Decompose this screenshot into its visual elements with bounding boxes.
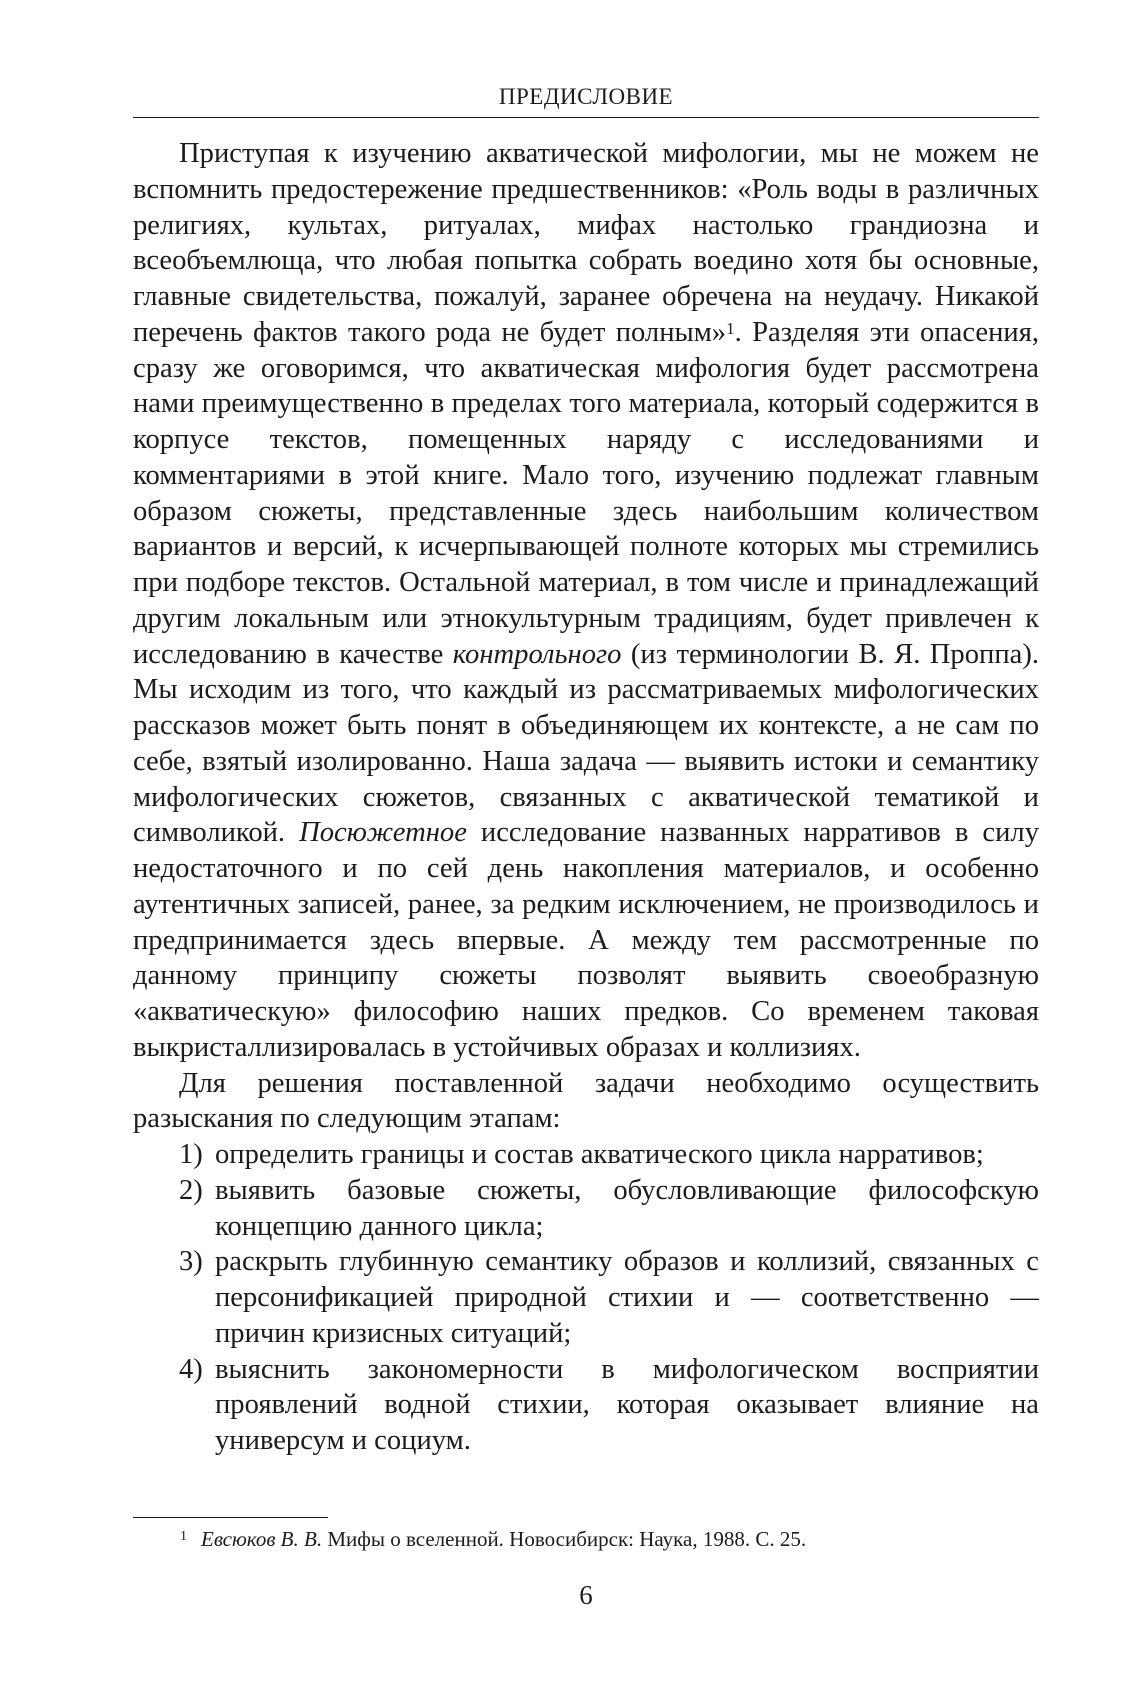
list-item-number: 4) [179,1353,203,1385]
list-item [133,1173,1039,1245]
paragraph-2: Для решения поставленной задачи необходимо осуществить разыскания по следующим этапам: [133,1067,1039,1135]
list-item-text: определить границы и состав акватического цикла нарративов; [215,1139,984,1170]
footnote-mark: 1 [180,1529,187,1544]
paragraph-1-part-2: . Разделяя эти опасения, сразу же оговоримся, что акватическая мифология будет рассмотрена нами преимущественно в пределах того материала, который содержится в корпусе текстов, помещенных наряду с исследованиями и комментариями в этой книге. Мало того, изучению подлежат главным образом сюжеты, представленные здесь наибольшим количеством вариантов и версий, к исчерпывающей полноте которых мы стремились при подборе текстов. Остальной материал, в том числе и принадлежащий другим локальным или этнокультурным традициям, будет привлечен к исследованию в качестве [133,316,1039,670]
paragraph-1 [133,136,1039,1066]
paragraph-1-part-4: исследование названных нарративов в силу недостаточного и по сей день накопления материалов, и особенно аутентичных записей, ранее, за редким исключением, не производилось и предпринимается здесь впервые. А между тем рассмотренные по данному принципу сюжеты позволят выявить своеобразную «акватическую» философию наших предков. Со временем таковая выкристаллизировалась в устойчивых образах и коллизиях. [133,817,1039,1063]
italic-term-control: контрольного [452,638,622,670]
stages-list [133,1137,1039,1459]
main-text [133,136,1039,1459]
list-item-number: 2) [179,1174,203,1206]
footnote-reference[interactable]: 1 [726,318,735,338]
footnote-author: Евсюков В. В. [201,1527,323,1551]
list-item-number: 3) [179,1246,203,1278]
paragraph-1-part-1: Приступая к изучению акватической мифологии, мы не можем не вспомнить предостережение предшественников: «Роль воды в различных религиях, культах, ритуалах, мифах настолько грандиозна и всеобъемлюща, что любая попытка собрать воедино хотя бы основные, главные свидетельства, пожалуй, заранее обречена на неудачу. Никакой перечень фактов такого рода не будет полным» [133,138,1039,348]
header-rule [133,117,1039,118]
list-item [133,1137,1039,1173]
list-item-text: раскрыть глубинную семантику образов и коллизий, связанных с персонификацией природной стихии и — соответственно — причин кризисных ситуаций; [215,1246,1039,1349]
running-head: ПРЕДИСЛОВИЕ [498,84,674,109]
footnote [180,1525,1040,1553]
list-item [133,1244,1039,1351]
list-item [133,1352,1039,1459]
list-item-text: выявить базовые сюжеты, обусловливающие философскую концепцию данного цикла; [215,1174,1039,1242]
footnote-text: Мифы о вселенной. Новосибирск: Наука, 1988. С. 25. [322,1527,807,1551]
list-item-text: выяснить закономерности в мифологическом восприятии проявлений водной стихии, которая оказывает влияние на универсум и социум. [215,1353,1039,1456]
italic-term-plot: Посюжетное [299,817,467,849]
page-number: 6 [579,1580,593,1610]
paragraph-1-part-3: (из терминологии В. Я. Проппа). Мы исходим из того, что каждый из рассматриваемых мифологических рассказов может быть понят в объединяющем их контексте, а не сам по себе, взятый изолированно. Наша задача — выявить истоки и семантику мифологических сюжетов, связанных с акватической тематикой и символикой. [133,638,1039,849]
list-item-number: 1) [179,1139,203,1170]
footnote-rule [133,1517,328,1518]
